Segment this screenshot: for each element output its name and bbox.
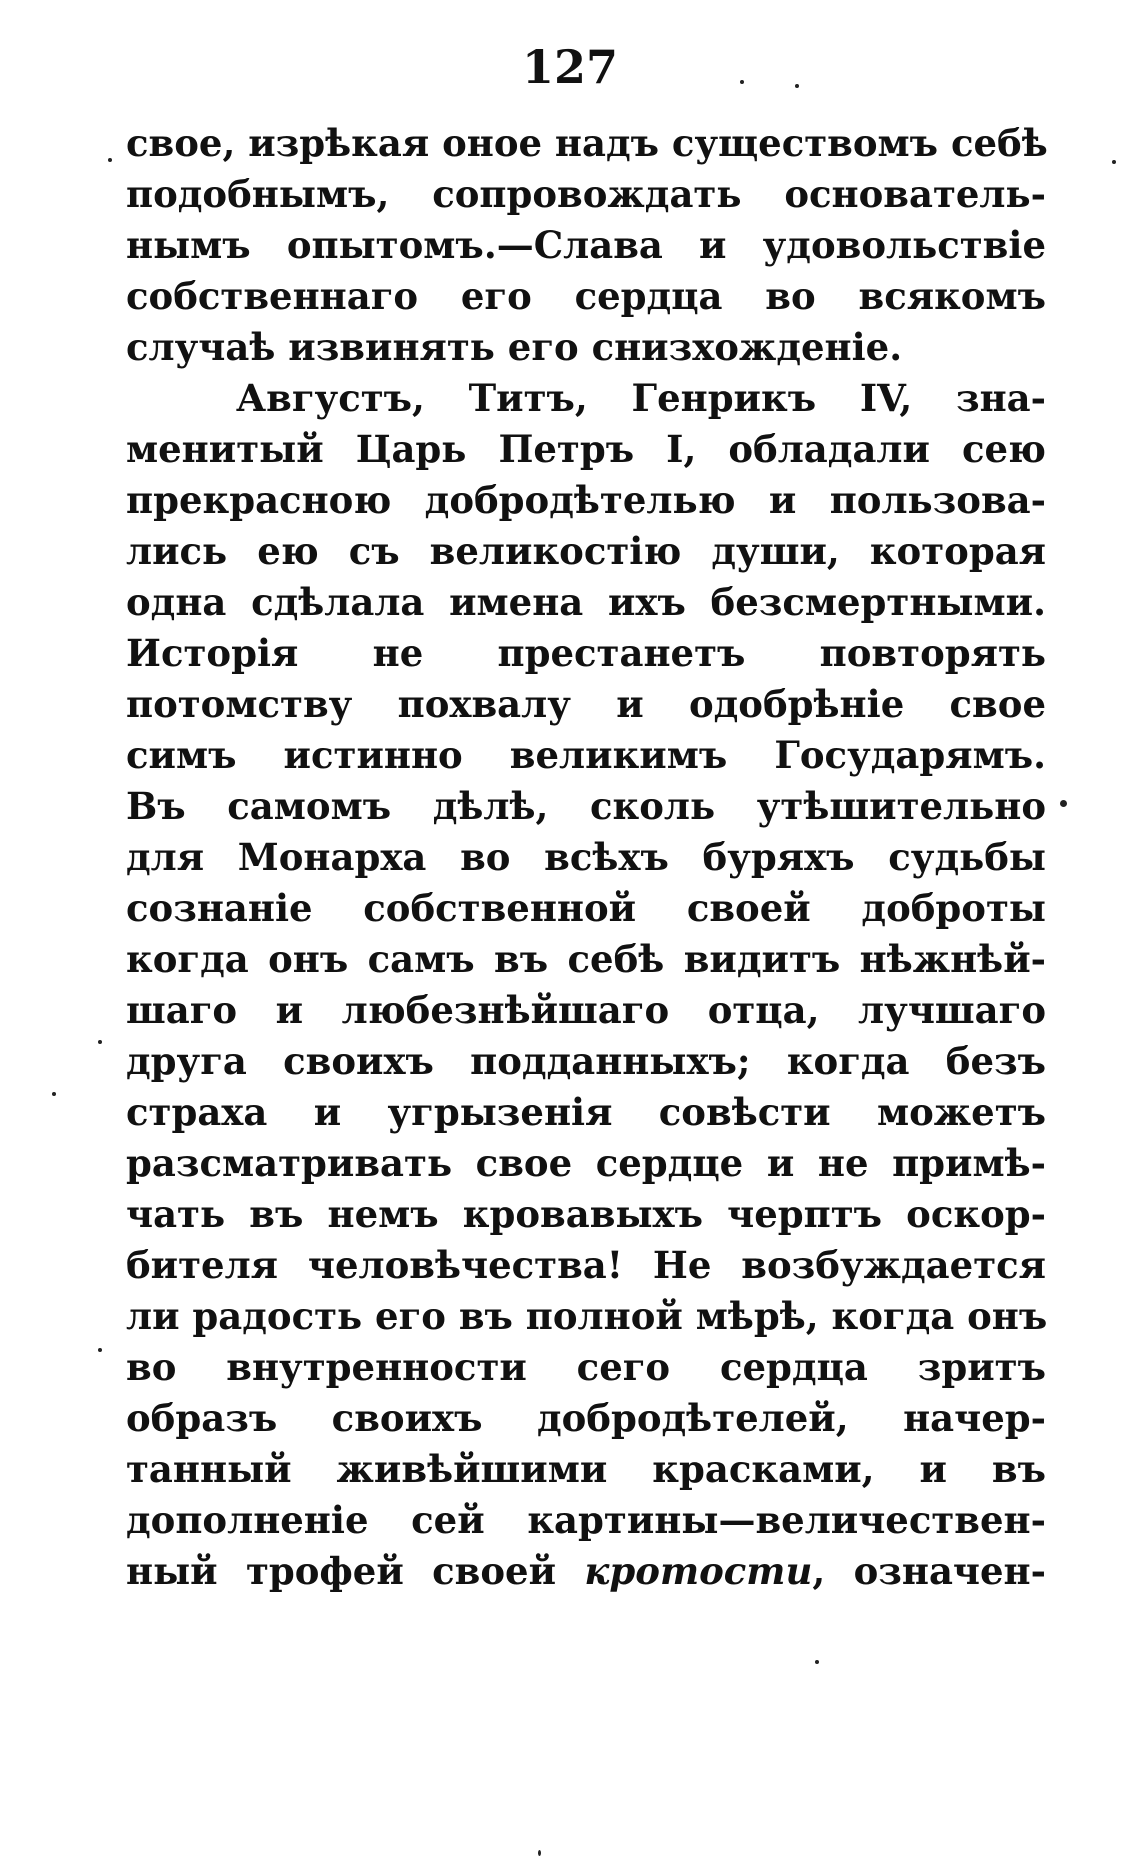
text-line: образъ своихъ добродѣтелей, начер- (126, 1396, 1046, 1440)
scan-speck (740, 80, 744, 84)
last-line-start: ный трофей своей (126, 1549, 585, 1593)
text-line: менитый Царь Петръ I, обладали сею (126, 427, 1046, 471)
text-line: одна сдѣлала имена ихъ безсмертными. (126, 580, 1046, 624)
scan-speck (98, 1348, 102, 1352)
text-line: свое, изрѣкая оное надъ существомъ себѣ (126, 121, 1048, 165)
scan-speck (98, 1040, 102, 1044)
text-line: бителя человѣчества! Не возбуждается (126, 1243, 1046, 1287)
scan-speck (1112, 160, 1116, 164)
text-line: для Монарха во всѣхъ буряхъ судьбы (126, 835, 1046, 879)
text-line: подобнымъ, сопровождать основатель- (126, 172, 1046, 216)
text-line: разсматривать свое сердце и не примѣ- (126, 1141, 1046, 1185)
body-text (126, 118, 1046, 1597)
text-line: лись ею съ великостію души, которая (126, 529, 1046, 573)
scan-speck (108, 158, 112, 162)
text-line: страха и угрызенія совѣсти можетъ (126, 1090, 1046, 1134)
last-line-end: , означен- (812, 1549, 1046, 1593)
text-line: симъ истинно великимъ Государямъ. (126, 733, 1046, 777)
text-line: друга своихъ подданныхъ; когда безъ (126, 1039, 1046, 1083)
page-number: 127 (521, 40, 619, 94)
text-line: случаѣ извинять его снизхожденіе. (126, 325, 903, 369)
scan-speck (795, 84, 799, 88)
text-line: Исторія не престанетъ повторять (126, 631, 1046, 675)
text-line: шаго и любезнѣйшаго отца, лучшаго (126, 988, 1046, 1032)
scan-speck (52, 1092, 56, 1096)
text-line: танный живѣйшими красками, и въ (126, 1447, 1046, 1491)
text-line: ли радость его въ полной мѣрѣ, когда онъ (126, 1294, 1048, 1338)
text-line: дополненіе сей картины—величествен- (126, 1498, 1046, 1542)
scan-speck (815, 1660, 819, 1664)
italic-word: кротости (584, 1549, 813, 1593)
text-line: сознаніе собственной своей доброты (126, 886, 1046, 930)
text-line: чать въ немъ кровавыхъ черптъ оскор- (126, 1192, 1046, 1236)
text-line: нымъ опытомъ.—Слава и удовольствіе (126, 223, 1046, 267)
text-line-last (126, 1546, 1046, 1597)
text-line: потомству похвалу и одобрѣніе свое (126, 682, 1046, 726)
text-line: во внутренности сего сердца зритъ (126, 1345, 1046, 1389)
text-line: когда онъ самъ въ себѣ видитъ нѣжнѣй- (126, 937, 1046, 981)
scan-speck (1060, 800, 1067, 807)
text-line: прекрасною добродѣтелью и пользова- (126, 478, 1046, 522)
scan-speck (538, 1850, 541, 1856)
text-line: собственнаго его сердца во всякомъ (126, 274, 1046, 318)
text-line: Въ самомъ дѣлѣ, сколь утѣшительно (126, 784, 1046, 828)
text-line: Августъ, Титъ, Генрикъ IV, зна- (236, 376, 1046, 420)
